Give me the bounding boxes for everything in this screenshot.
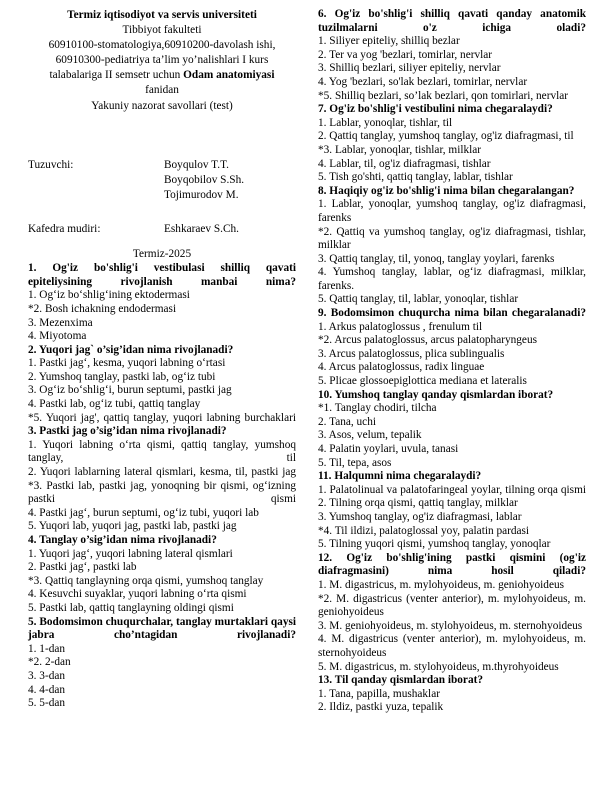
answer-option[interactable]: 5. Qattiq tanglay, til, lablar, yonoqlar, tishlar	[318, 293, 519, 306]
answer-option[interactable]: 4. 4-dan	[28, 683, 66, 696]
answer-option[interactable]: 4. Miyotoma	[28, 330, 87, 343]
question-text: 4. Tanglay o’sig’idan nima rivojlanadi?	[28, 534, 217, 547]
answer-option[interactable]: 5. Yuqori lab, yuqori jag, pastki lab, pastki jag	[28, 520, 237, 533]
answer-option[interactable]: 5. Til, tepa, asos	[318, 456, 392, 469]
right-column	[318, 8, 586, 715]
answer-option[interactable]: 3. M. geniohyoideus, m. stylohyoideus, m. sternohyoideus	[318, 619, 583, 632]
answer-option[interactable]: *5. Shilliq bezlari, so’lak bezlari, qon tomirlari, nervlar	[318, 89, 569, 102]
answer-option[interactable]: 4. Lablar, til, og'iz diafragmasi, tishlar	[318, 157, 491, 170]
question-text: 9. Bodomsimon chuqurcha nima bilan chegaralanadi?	[318, 307, 586, 320]
program-codes-line-2: 60910300-pediatriya ta’lim yo’nalishlari I kurs	[55, 54, 269, 67]
signature-spacer	[28, 204, 296, 222]
answer-option[interactable]: 4. M. digastricus (venter anterior), m. mylohyoideus, m. sternohyoideus	[318, 633, 586, 659]
title-block	[28, 8, 296, 114]
answer-option[interactable]: 5. 5-dan	[28, 697, 66, 710]
answer-option[interactable]: 4. Pastki lab, og‘iz tubi, qattiq tanglay	[28, 398, 201, 411]
answer-option[interactable]: 5. M. digastricus, m. stylohyoideus, m.thyrohyoideus	[318, 660, 559, 673]
answer-option[interactable]: *2. Qattiq va yumshoq tanglay, og'iz diafragmasi, tishlar, milklar	[318, 225, 586, 252]
compiler-label: Tuzuvchi:	[28, 158, 74, 171]
question-text: 7. Og'iz bo'shlig'i vestibulini nima chegaralaydi?	[318, 103, 553, 116]
answer-option[interactable]: 2. Yumshoq tanglay, pastki lab, og‘iz tubi	[28, 370, 216, 383]
answer-option[interactable]: 2. Ildiz, pastki yuza, tepalik	[318, 701, 444, 714]
question-text: 12. Og'iz bo'shlig'ining pastki qismini (og'iz diafragmasini) nima hosil qiladi?	[318, 551, 586, 578]
answer-option[interactable]: 1. Og‘iz bo‘shlig‘ining ektodermasi	[28, 289, 190, 302]
subject-suffix: fanidan	[145, 84, 179, 97]
answer-option[interactable]: 4. Pastki jag‘, burun septumi, og‘iz tubi, yuqori lab	[28, 506, 259, 519]
compiler-row	[28, 158, 296, 173]
answer-option[interactable]: 3. Og‘iz bo‘shlig‘i, burun septumi, pastki jag	[28, 384, 232, 397]
question-text: 6. Og'iz bo'shlig'i shilliq qavati qanday anatomik tuzilmalarni o'z ichiga oladi?	[318, 8, 586, 34]
left-question-list	[28, 262, 296, 711]
answer-option[interactable]: 2. Qattiq tanglay, yumshoq tanglay, og'iz diafragmasi, til	[318, 130, 574, 143]
answer-option[interactable]: 2. Tana, uchi	[318, 415, 376, 428]
answer-option[interactable]: 3. 3-dan	[28, 669, 66, 682]
answer-option[interactable]: 4. Yumshoq tanglay, lablar, og‘iz diafragmasi, milklar, farenks.	[318, 266, 586, 292]
answer-option[interactable]: 3. Shilliq bezlari, siliyer epiteliy, nervlar	[318, 62, 501, 75]
answer-option[interactable]: *3. Qattiq tanglayning orqa qismi, yumshoq tanglay	[28, 574, 264, 587]
answer-option[interactable]: 2. Pastki jag‘, pastki lab	[28, 561, 137, 574]
question-text: 1. Og'iz bo'shlig'i vestibulasi shilliq qavati epiteliysining rivojlanish manbai nima?	[28, 262, 296, 288]
answer-option[interactable]: 5. Tilning yuqori qismi, yumshoq tanglay, yonoqlar	[318, 538, 551, 551]
answer-option[interactable]: *2. 2-dan	[28, 656, 71, 669]
faculty-name: Tibbiyot fakulteti	[122, 24, 202, 37]
answer-option[interactable]: 1. M. digastricus, m. mylohyoideus, m. geniohyoideus	[318, 578, 565, 591]
answer-option[interactable]: *5. Yuqori jag', qattiq tanglay, yuqori labning burchaklari	[28, 411, 296, 424]
subject-name: Odam anatomiyasi	[183, 69, 275, 82]
answer-option[interactable]: 4. Kesuvchi suyaklar, yuqori labning o‘rta qismi	[28, 588, 247, 601]
answer-option[interactable]: 4. Palatin yoylari, uvula, tanasi	[318, 443, 459, 455]
answer-option[interactable]: 3. Asos, velum, tepalik	[318, 429, 422, 442]
question-text: 2. Yuqori jag` o’sig’idan nima rivojlanadi?	[28, 343, 234, 356]
answer-option[interactable]: 1. Lablar, yonoqlar, tishlar, til	[318, 116, 453, 129]
answer-option[interactable]: *1. Tanglay chodiri, tilcha	[318, 402, 437, 415]
compiler-name-1: Boyqulov T.T.	[164, 158, 229, 171]
answer-option[interactable]: 5. Plicae glossoepiglottica mediana et lateralis	[318, 375, 527, 388]
place-and-year: Termiz-2025	[132, 247, 192, 260]
answer-option[interactable]: 2. Ter va yog 'bezlari, tomirlar, nervlar	[318, 48, 493, 61]
question-text: 13. Til qanday qismlardan iborat?	[318, 674, 484, 687]
answer-option[interactable]: 1. Yuqori jag‘, yuqori labning lateral qismlari	[28, 547, 233, 560]
question-text: 3. Pastki jag o’sig’idan nima rivojlanadi?	[28, 425, 227, 438]
answer-option[interactable]: 3. Yumshoq tanglay, og'iz diafragmasi, lablar	[318, 510, 522, 523]
right-question-list	[318, 8, 586, 715]
answer-option[interactable]: 1. 1-dan	[28, 642, 66, 655]
subject-line	[28, 68, 296, 83]
place-year-spacer	[28, 237, 296, 247]
question-text: 10. Yumshoq tanglay qanday qismlardan iborat?	[318, 388, 554, 401]
compiler-name-2: Boyqobilov S.Sh.	[164, 173, 245, 186]
question-text: 11. Halqumni nima chegaralaydi?	[318, 470, 482, 483]
question-text: 5. Bodomsimon chuqurchalar, tanglay murtaklari qaysi jabra cho’ntagidan rivojlanadi?	[28, 615, 296, 642]
answer-option[interactable]: 1. Yuqori labning o‘rta qismi, qattiq tanglay, yumshoq tanglay, til	[28, 438, 296, 465]
question-text: 8. Haqiqiy og'iz bo'shlig'i nima bilan chegaralangan?	[318, 184, 575, 197]
answer-option[interactable]: *4. Til ildizi, palatoglossal yoy, palatin pardasi	[318, 524, 530, 537]
department-head-name: Eshkaraev S.Ch.	[164, 222, 239, 235]
department-head-row	[28, 222, 296, 237]
answer-option[interactable]: 1. Lablar, yonoqlar, yumshoq tanglay, og'iz diafragmasi, farenks	[318, 198, 586, 224]
answer-option[interactable]: 4. Arcus palatoglossus, radix linguae	[318, 361, 485, 374]
answer-option[interactable]: 2. Tilning orqa qismi, qattiq tanglay, milklar	[318, 497, 518, 510]
university-name: Termiz iqtisodiyot va servis universiteti	[67, 9, 257, 21]
answer-option[interactable]: 5. Pastki lab, qattiq tanglayning oldingi qismi	[28, 601, 234, 614]
left-column	[28, 8, 296, 711]
exam-type-line: Yakuniy nazorat savollari (test)	[91, 99, 233, 112]
answer-option[interactable]: *2. Arcus palatoglossus, arcus palatopharyngeus	[318, 334, 537, 347]
answer-option[interactable]: *3. Lablar, yonoqlar, tishlar, milklar	[318, 143, 482, 156]
answer-option[interactable]: *2. M. digastricus (venter anterior), m. mylohyoideus, m. geniohyoideus	[318, 592, 586, 619]
answer-option[interactable]: 1. Arkus palatoglossus , frenulum til	[318, 320, 483, 333]
answer-option[interactable]: 5. Tish go'shti, qattiq tanglay, lablar, tishlar	[318, 171, 513, 184]
answer-option[interactable]: 1. Palatolinual va palatofaringeal yoylar, tilning orqa qismi	[318, 483, 586, 496]
program-codes-line-1: 60910100-stomatologiya,60910200-davolash ishi,	[48, 39, 276, 52]
subject-prefix: talabalariga II semsetr uchun	[49, 69, 184, 82]
two-column-layout	[28, 8, 585, 715]
answer-option[interactable]: *2. Bosh ichakning endodermasi	[28, 302, 177, 315]
header-spacer	[28, 114, 296, 158]
answer-option[interactable]: 1. Tana, papilla, mushaklar	[318, 687, 440, 700]
answer-option[interactable]: 1. Pastki jag‘, kesma, yuqori labning o‘rtasi	[28, 357, 226, 370]
answer-option[interactable]: 2. Yuqori lablarning lateral qismlari, kesma, til, pastki jag	[28, 466, 296, 479]
answer-option[interactable]: 1. Siliyer epiteliy, shilliq bezlar	[318, 35, 460, 48]
answer-option[interactable]: 3. Arcus palatoglossus, plica sublingualis	[318, 347, 505, 360]
answer-option[interactable]: *3. Pastki lab, pastki jag, yonoqning bir qismi, og‘izning pastki qismi	[28, 479, 296, 506]
answer-option[interactable]: 3. Mezenxima	[28, 316, 93, 329]
answer-option[interactable]: 4. Yog 'bezlari, so'lak bezlari, tomirlar, nervlar	[318, 75, 528, 88]
department-head-label: Kafedra mudiri:	[28, 222, 101, 235]
compiler-name-3: Tojimurodov M.	[164, 189, 239, 202]
answer-option[interactable]: 3. Qattiq tanglay, til, yonoq, tanglay yoylari, farenks	[318, 252, 555, 265]
